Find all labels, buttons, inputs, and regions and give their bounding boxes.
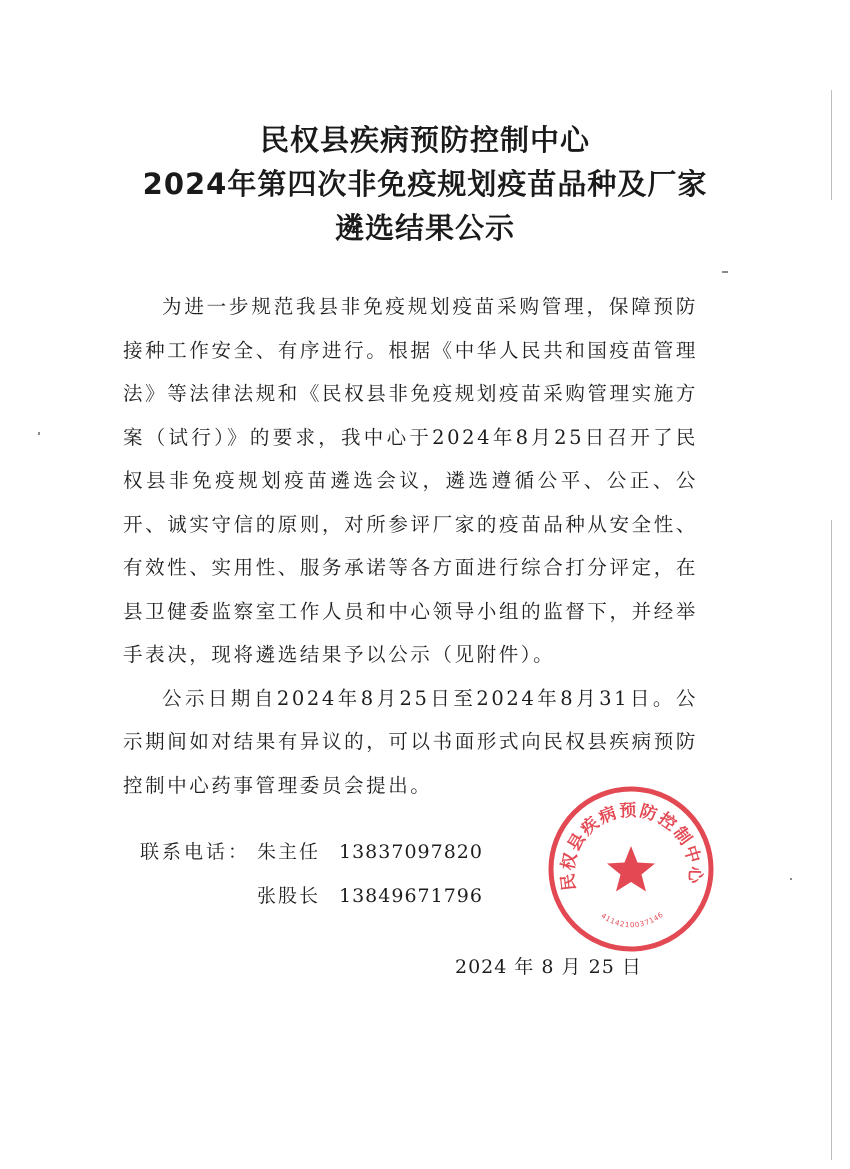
scan-edge-line (831, 520, 832, 1160)
official-seal-icon (546, 784, 716, 954)
contact-label: 联系电话： (140, 841, 251, 863)
paragraph-announcement: 为进一步规范我县非免疫规划疫苗采购管理，保障预防接种工作安全、有序进行。根据《中华人民共和国疫苗管理法》等法律法规和《民权县非免疫规划疫苗采购管理实施方案（试行）》的要求，我中心于2024年8月25日召开了民权县非免疫规划疫苗遴选会议，遴选遵循公平、公正、公开、诚实守信的原则，对所参评厂家的疫苗品种从安全性、有效性、实用性、服务承诺等各方面进行综合打分评定，在县卫健委监察室工作人员和中心领导小组的监督下，并经举手表决，现将遴选结果予以公示（见附件）。 (123, 295, 698, 666)
contact-block (140, 830, 483, 918)
contact-phone: 13837097820 (339, 841, 483, 863)
title-line-organization: 民权县疾病预防控制中心 (259, 123, 590, 157)
issue-date: 2024 年 8 月 25 日 (455, 956, 642, 978)
title-line-subject: 2024年第四次非免疫规划疫苗品种及厂家 (142, 167, 708, 201)
contact-row (140, 874, 483, 918)
document-body (123, 285, 698, 807)
contact-name: 张股长 (257, 885, 321, 907)
scan-speck (722, 271, 728, 273)
document-title (0, 118, 850, 250)
contact-name: 朱主任 (257, 841, 321, 863)
contact-row (140, 830, 483, 874)
paragraph-objection-period: 公示日期自2024年8月25日至2024年8月31日。公示期间如对结果有异议的，可以书面形式向民权县疾病预防控制中心药事管理委员会提出。 (123, 686, 698, 797)
seal-star-icon (607, 846, 655, 892)
scan-edge-line (831, 90, 832, 200)
title-line-result: 遴选结果公示 (334, 211, 515, 245)
scan-speck (38, 432, 40, 435)
svg-text:4114210037146: 4114210037146 (599, 910, 666, 930)
svg-text:民权县疾病预防控制中心: 民权县疾病预防控制中心 (557, 800, 705, 892)
scan-speck (790, 878, 792, 880)
contact-phone: 13849671796 (339, 885, 483, 907)
